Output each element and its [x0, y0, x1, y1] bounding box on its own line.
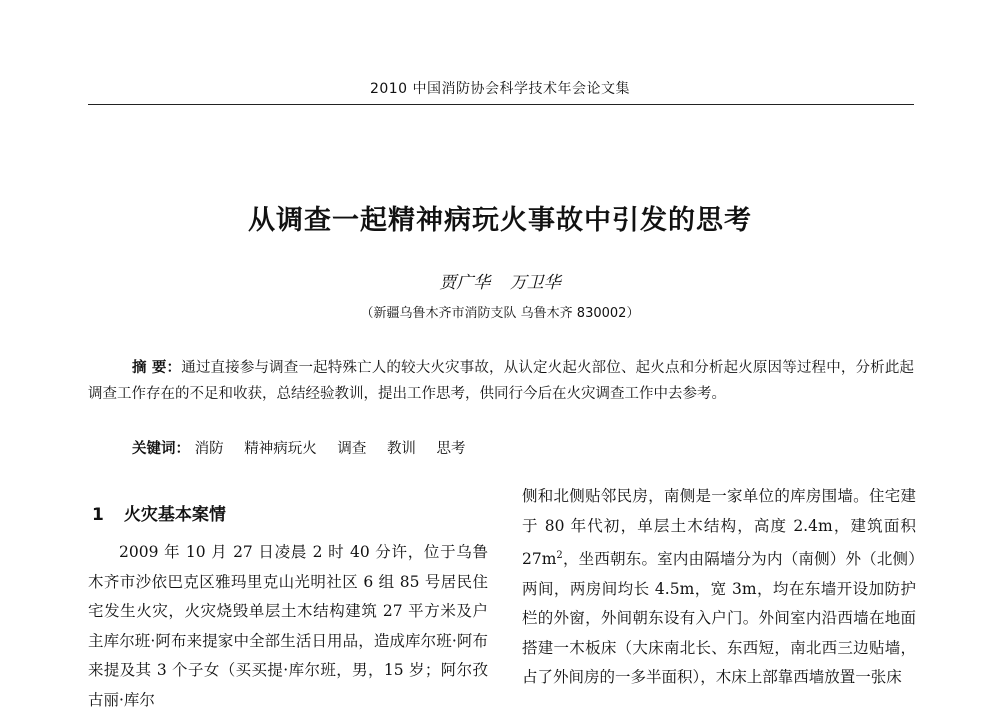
- keyword: 教训: [386, 441, 416, 457]
- keywords-label: 关键词：: [132, 441, 190, 457]
- header-rule: [88, 104, 914, 105]
- section-heading: [92, 500, 226, 525]
- left-column: [88, 538, 488, 715]
- body-text: ，坐西朝东。室内由隔墙分为内（南侧）外（北侧）两间，两房间均长 4.5m，宽 3m，均在东墙开设加防护栏的外窗，外间朝东设有入户门。外间室内沿西墙在地面搭建一木板床（大床南北长、东西短，南北西三边贴墙，占了外间房的一多半面积），木床上部靠西墙放置一张床: [522, 550, 916, 687]
- keywords: [132, 436, 912, 462]
- superscript: 2: [556, 550, 563, 561]
- section-number: 1: [92, 505, 104, 525]
- keyword: 调查: [337, 441, 367, 457]
- right-column: [522, 482, 916, 693]
- article-authors: 贾广华 万卫华: [439, 273, 561, 293]
- article-affiliation: （新疆乌鲁木齐市消防支队 乌鲁木齐 830002）: [360, 306, 640, 321]
- body-paragraph: 2009 年 10 月 27 日凌晨 2 时 40 分许，位于乌鲁木齐市沙依巴克区雅玛里克山光明社区 6 组 85 号居民住宅发生火灾，火灾烧毁单层土木结构建筑 27 平方米及户主库尔班·阿布来提家中全部生活日用品，造成库尔班·阿布来提及其 3 个子女（买买提·库尔班，男，15 岁；阿尔孜古丽·库尔: [88, 543, 488, 709]
- article-title: 从调查一起精神病玩火事故中引发的思考: [248, 205, 752, 236]
- abstract: [88, 355, 914, 407]
- abstract-text: 通过直接参与调查一起特殊亡人的较大火灾事故，从认定火起火部位、起火点和分析起火原因等过程中，分析此起调查工作存在的不足和收获，总结经验教训，提出工作思考，供同行今后在火灾调查工作中去参考。: [88, 360, 914, 402]
- body-paragraph-continued: [522, 482, 916, 693]
- keyword: 消防: [194, 441, 224, 457]
- running-header: 2010 中国消防协会科学技术年会论文集: [369, 81, 631, 97]
- body-text: 侧和北侧贴邻民房，南侧是一家单位的库房围墙。住宅建于 80 年代初，单层土木结构，高度 2.4m，建筑面积 27m: [522, 487, 916, 569]
- keyword: 思考: [436, 441, 466, 457]
- abstract-label: 摘 要：: [132, 360, 182, 376]
- section-title: 火灾基本案情: [123, 505, 226, 525]
- keyword: 精神病玩火: [244, 441, 317, 457]
